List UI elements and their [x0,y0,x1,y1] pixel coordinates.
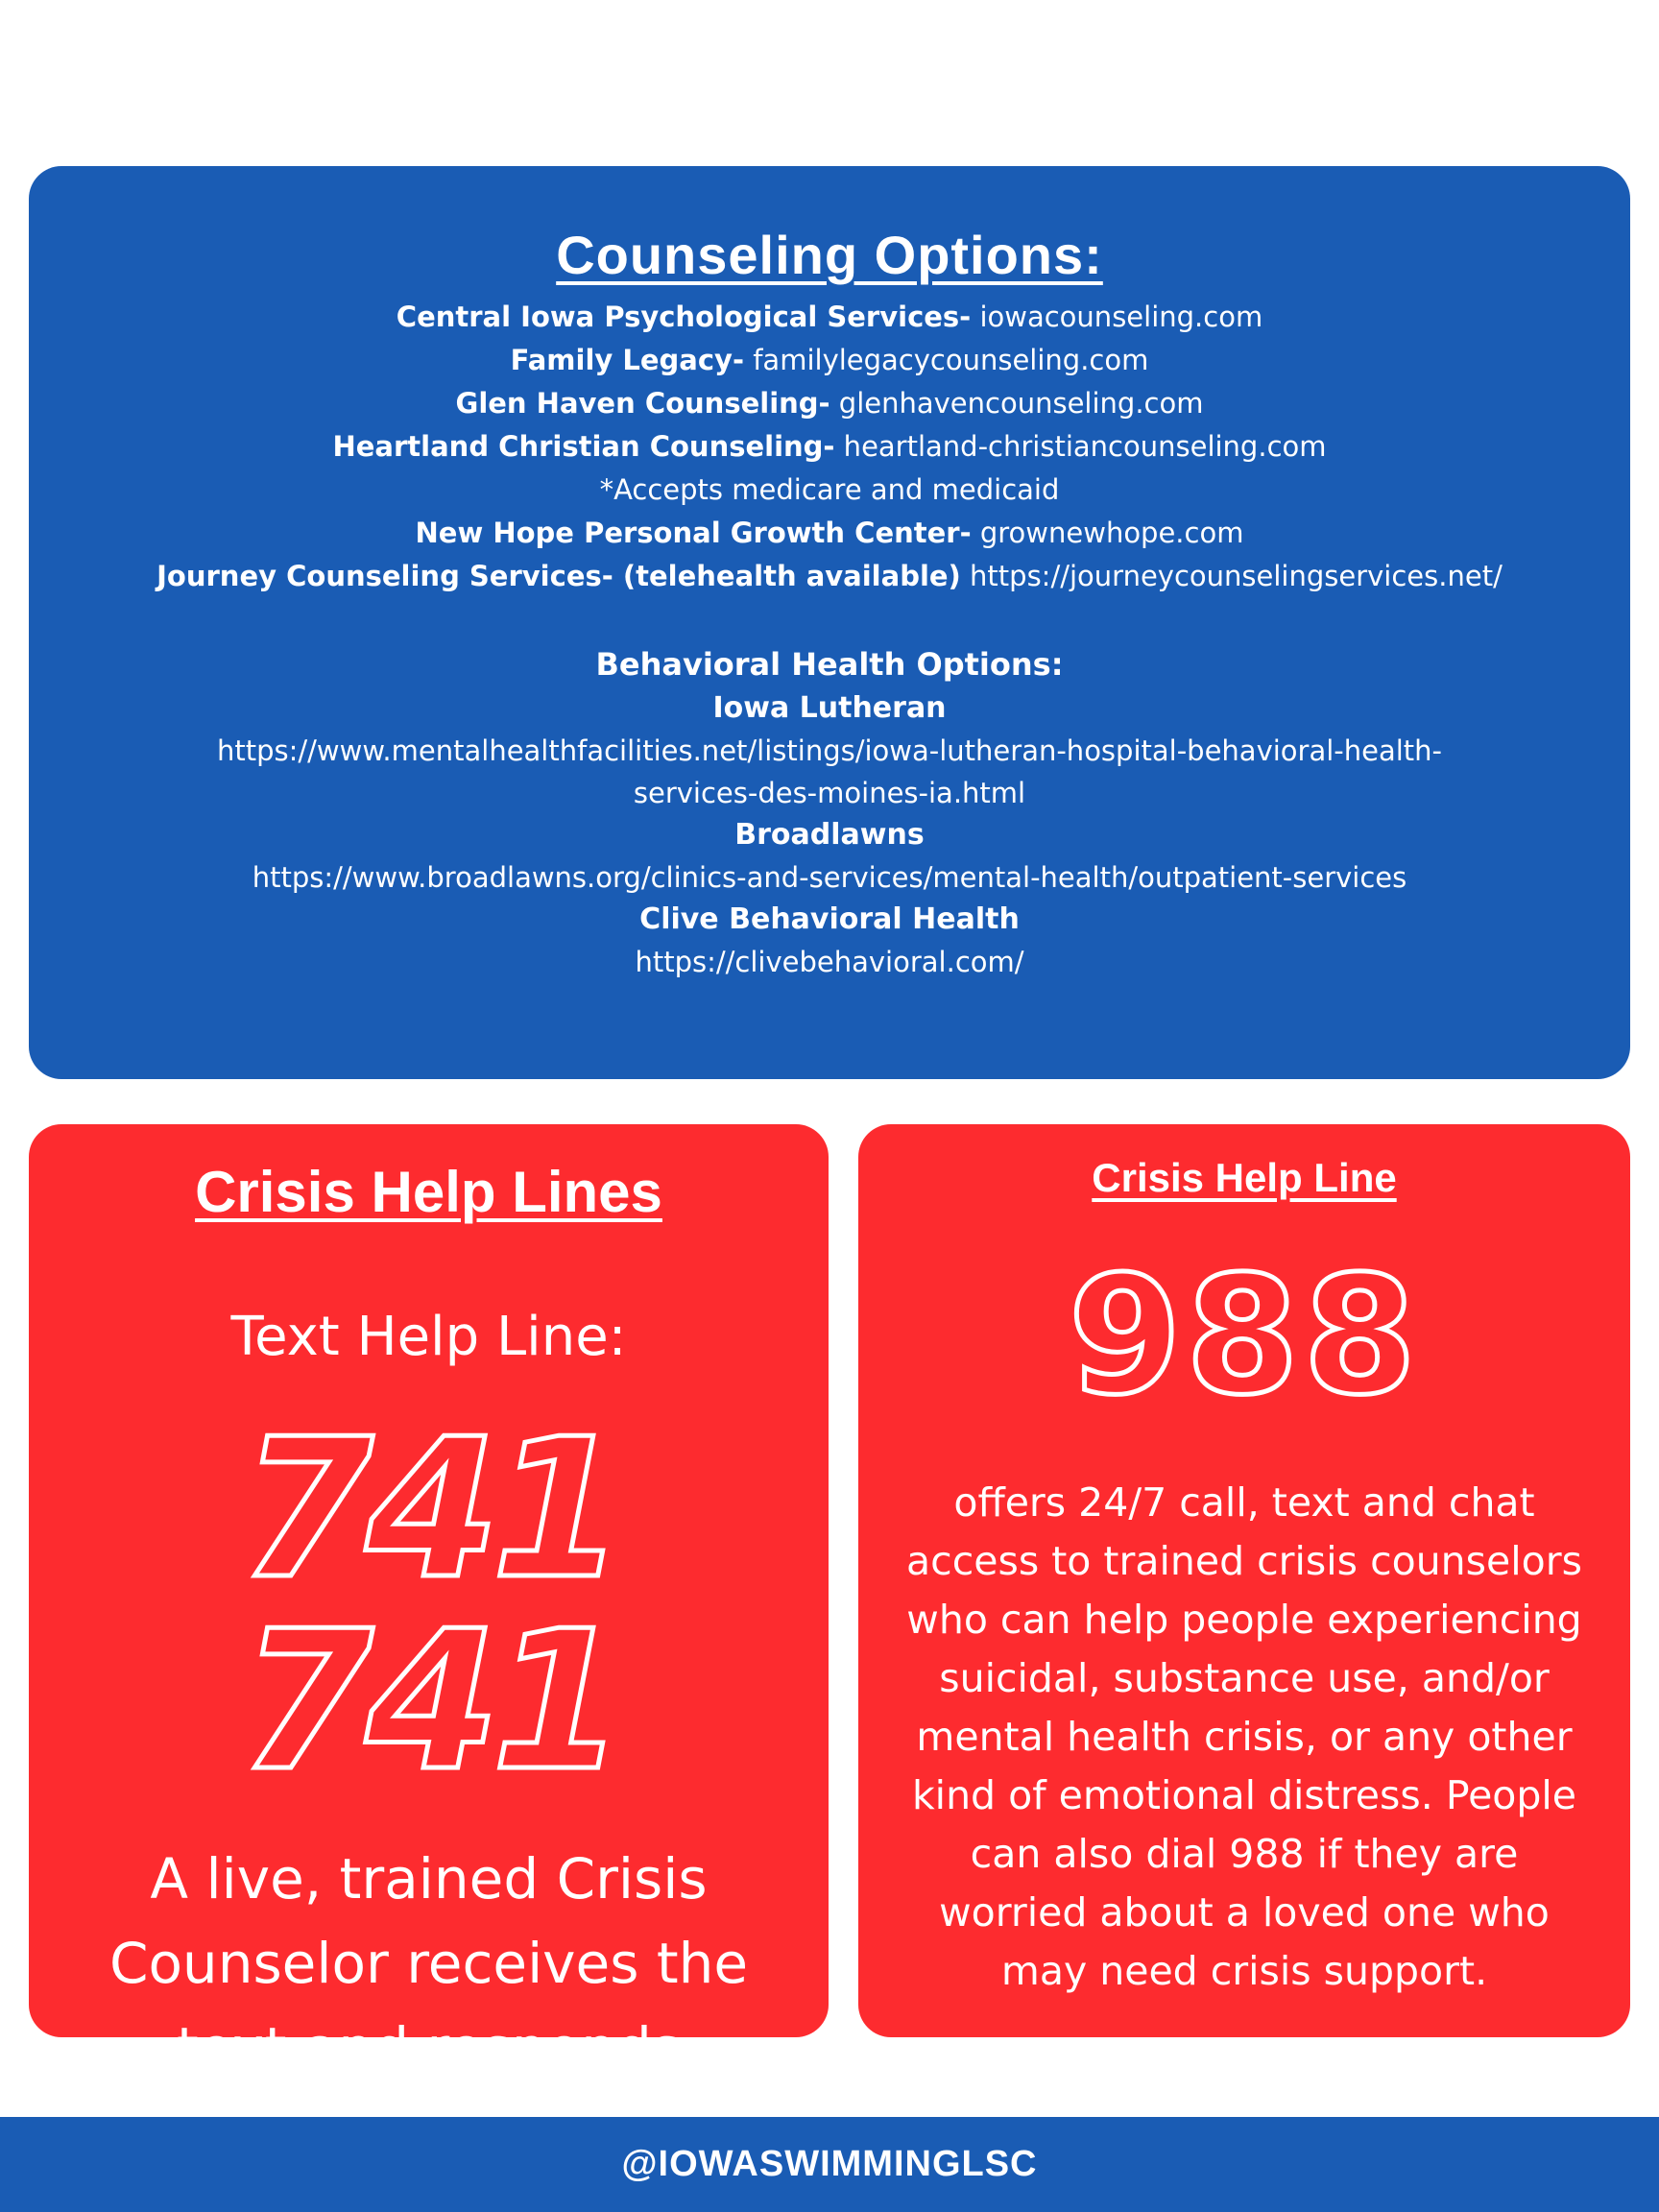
counseling-item [29,425,1630,469]
counseling-item-site[interactable]: glenhavencounseling.com [830,387,1204,420]
counseling-item-name: Journey Counseling Services- (telehealth available) [156,560,961,592]
broadlawns-url[interactable]: https://www.broadlawns.org/clinics-and-services/mental-health/outpatient-services [252,861,1407,894]
counseling-item-site[interactable]: https://journeycounselingservices.net/ [960,560,1503,592]
text-help-panel [29,1124,829,2080]
crisis-lines-title: Crisis Help Lines [195,1160,662,1224]
counseling-item [29,382,1630,425]
text-help-label: Text Help Line: [230,1306,627,1368]
counseling-item-site[interactable]: heartland-christiancounseling.com [834,430,1327,463]
988-panel [858,1124,1630,2037]
counseling-item-name: New Hope Personal Growth Center- [415,517,972,549]
counseling-title: Counseling Options: [556,225,1103,285]
988-number: 988 [1068,1241,1421,1431]
counseling-item [29,296,1630,339]
counseling-item-site[interactable]: grownewhope.com [971,517,1244,549]
counseling-item-site[interactable]: iowacounseling.com [971,301,1263,333]
broadlawns-name: Broadlawns [734,818,925,852]
counseling-panel [29,166,1630,1079]
text-help-number: 741 741 [239,1398,618,1814]
iowa-lutheran-url-line1[interactable]: https://www.mentalhealthfacilities.net/listings/iowa-lutheran-hospital-behavioral-health- [216,734,1443,767]
text-help-description: A live, trained Crisis Counselor receives the text and responds [108,1846,749,2080]
clive-url[interactable]: https://clivebehavioral.com/ [635,946,1024,978]
counseling-item [29,339,1630,382]
medicare-note: *Accepts medicare and medicaid [599,473,1060,506]
988-description: offers 24/7 call, text and chat access to trained crisis counselors who can help people experiencing suicidal, substance use, and/or mental health crisis, or any other kind of emotional distress. People can also dial 988 if they are worried about a loved one who may need crisis support. [906,1479,1582,1994]
behavioral-heading: Behavioral Health Options: [595,646,1064,683]
counseling-item [29,512,1630,555]
counseling-item [29,555,1630,598]
clive-name: Clive Behavioral Health [639,902,1020,936]
crisis-line-title: Crisis Help Line [1092,1155,1397,1200]
counseling-item-name: Central Iowa Psychological Services- [396,301,972,333]
footer-bar [0,2117,1659,2212]
iowa-lutheran-name: Iowa Lutheran [712,691,947,725]
counseling-item-name: Heartland Christian Counseling- [332,430,835,463]
counseling-item-name: Glen Haven Counseling- [455,387,830,420]
counseling-item-name: Family Legacy- [510,344,744,376]
section-spacer [29,598,1630,641]
counseling-item-site[interactable]: familylegacycounseling.com [744,344,1149,376]
social-handle[interactable]: @IOWASWIMMINGLSC [621,2144,1038,2184]
iowa-lutheran-url-line2[interactable]: services-des-moines-ia.html [633,777,1026,809]
